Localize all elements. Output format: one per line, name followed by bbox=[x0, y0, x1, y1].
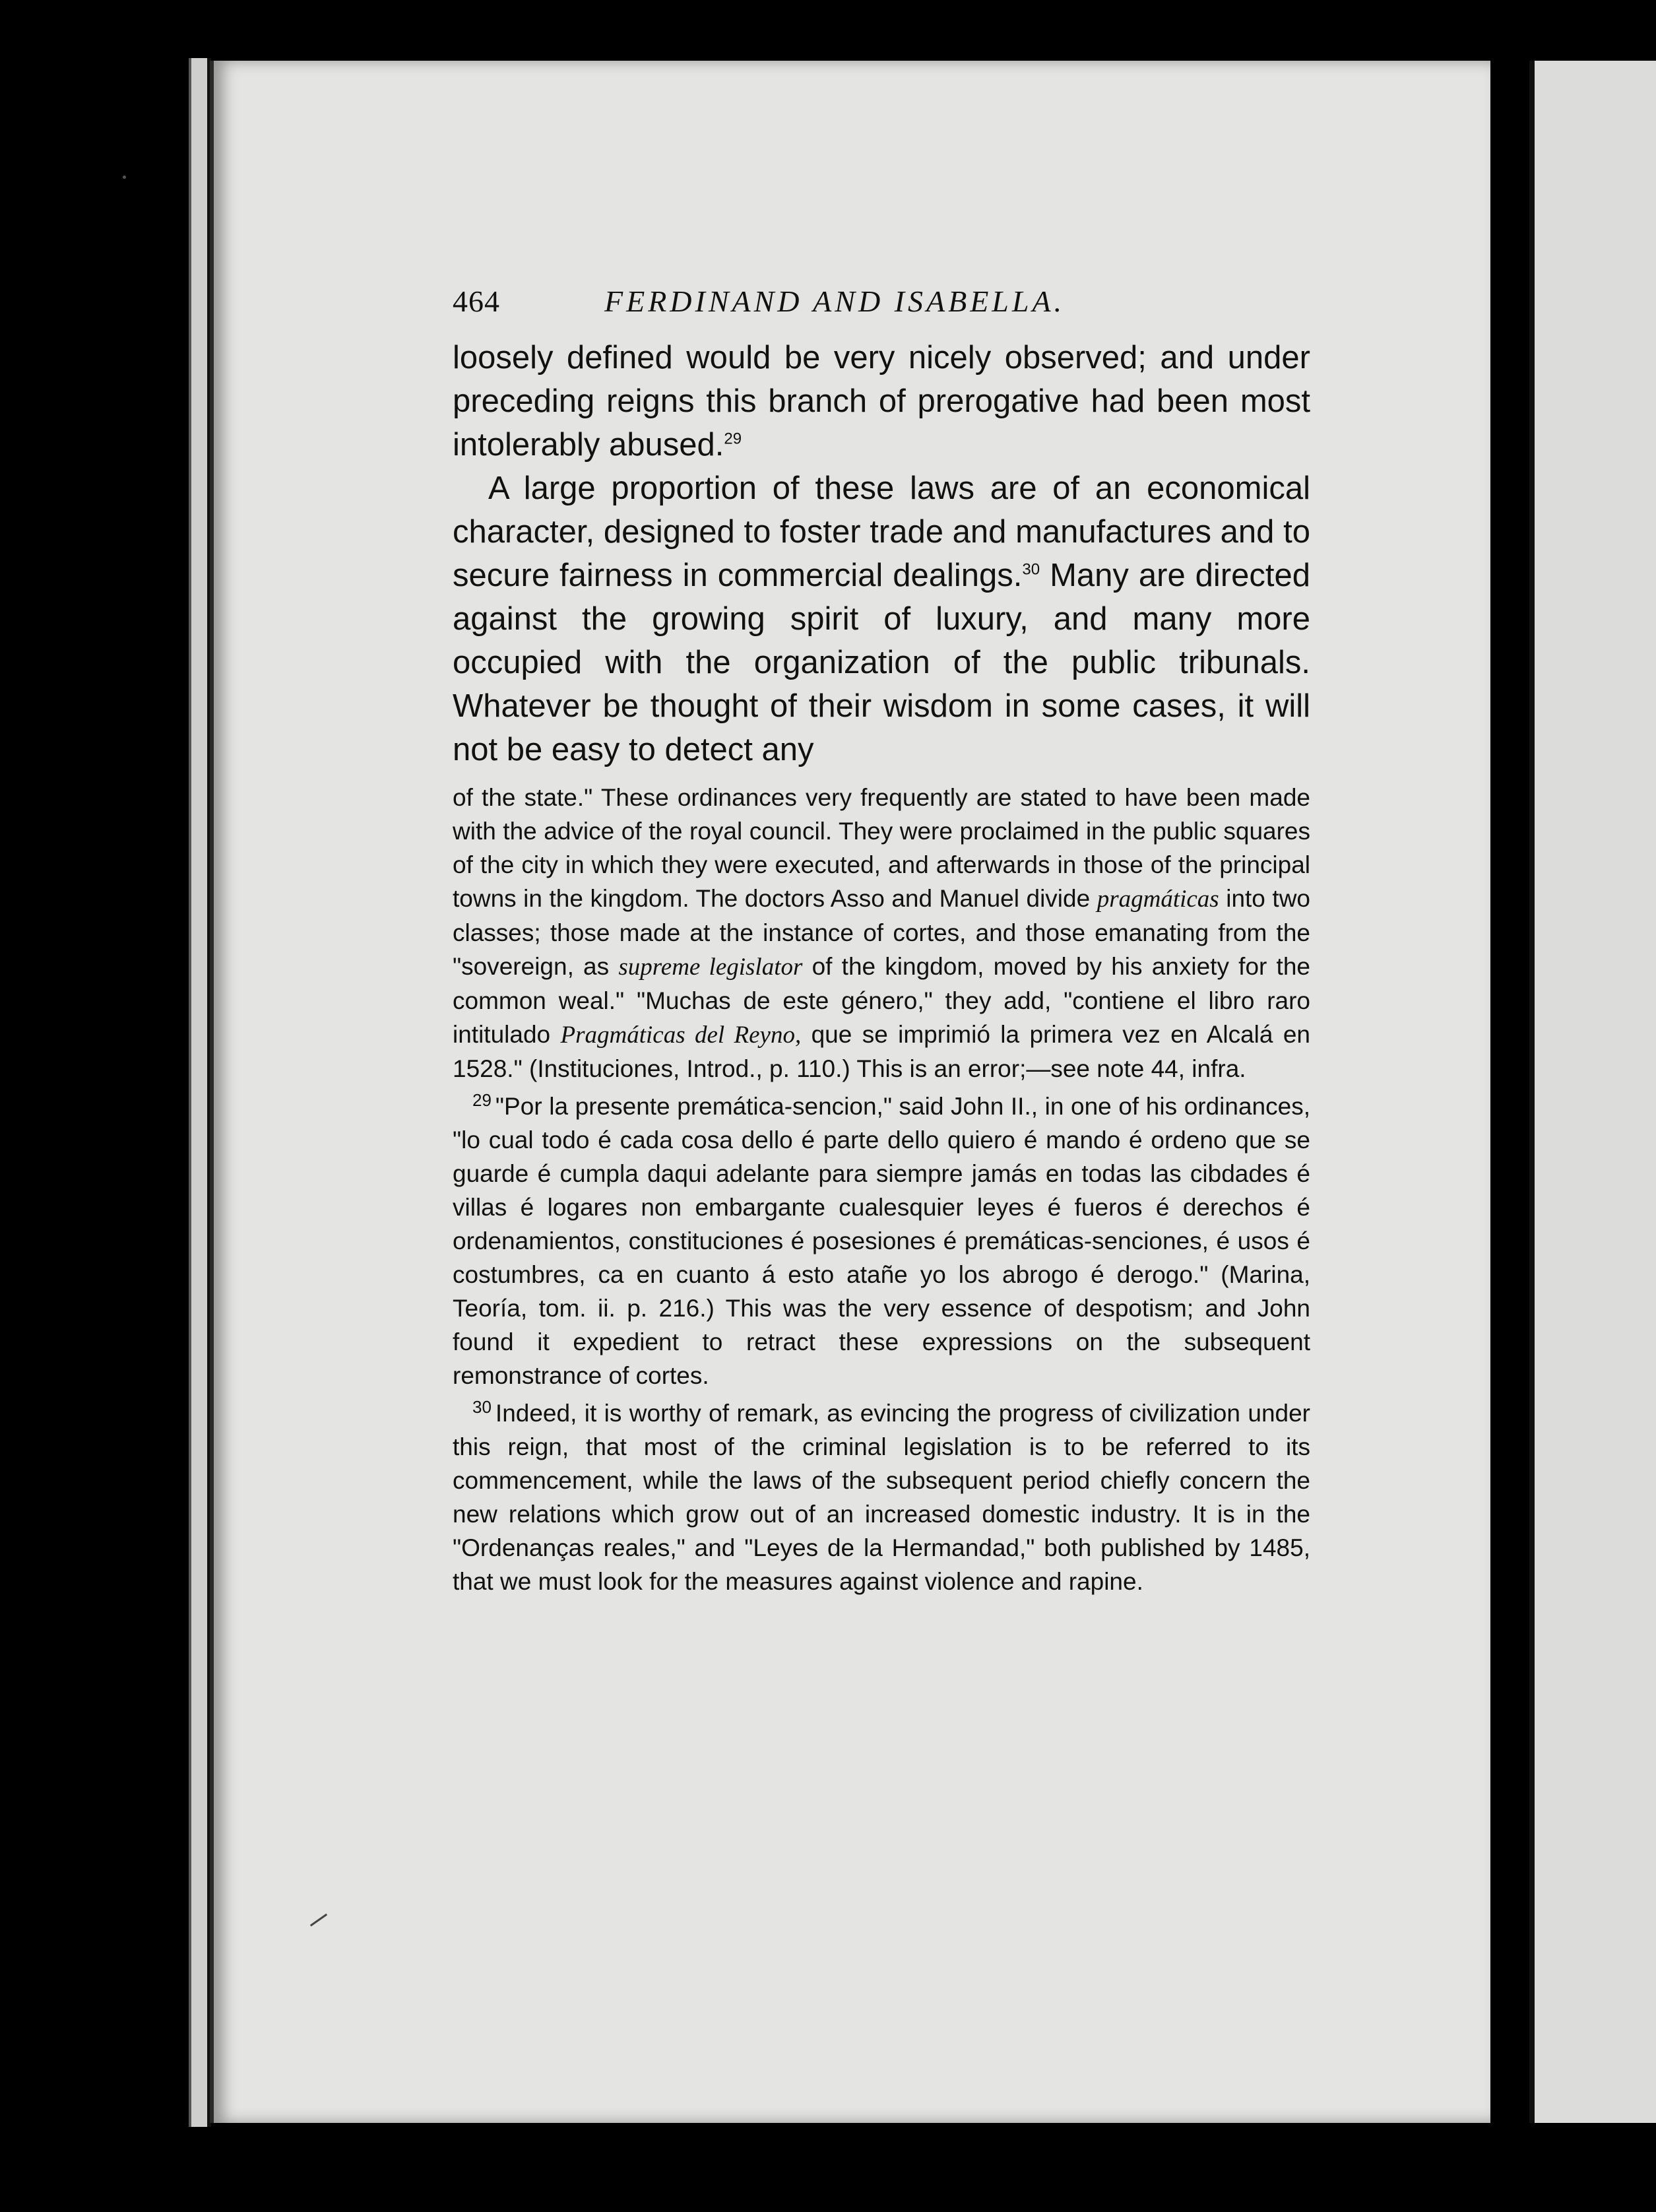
page-edge bbox=[189, 58, 211, 2127]
running-title: FERDINAND AND ISABELLA. bbox=[604, 284, 1066, 318]
footnote-text: Indeed, it is worthy of remark, as evincing the progress of civilization under this reign, that most of the criminal legislation is to be referred to its commencement, while the laws of the subsequent period chiefly concern the new relations which grow out of an increased domestic industry. It is in the "Ordenanças reales," and "Leyes de la Hermandad," both published by 1485, that we must look for the measures against violence and rapine. bbox=[453, 1400, 1310, 1595]
footnote-continuation bbox=[453, 781, 1310, 1086]
footnote-ref: 29 bbox=[724, 430, 742, 448]
dust-speck bbox=[123, 176, 126, 179]
body-paragraph-1 bbox=[453, 336, 1310, 467]
footnotes bbox=[453, 781, 1310, 1598]
page-text bbox=[453, 284, 1310, 1602]
footnote-29 bbox=[453, 1090, 1310, 1392]
body-paragraph-2 bbox=[453, 467, 1310, 771]
footnote-number: 29 bbox=[472, 1090, 492, 1110]
running-header bbox=[453, 284, 1310, 319]
next-page-edge bbox=[1529, 61, 1656, 2123]
footnote-italic: pragmáticas bbox=[1097, 886, 1219, 913]
body-text: A large proportion of these laws are of an economical character, designed to foster trade and manufactures and to secure fairness in commercial dealings. bbox=[453, 471, 1310, 593]
body-text: loosely defined would be very nicely observed; and under preceding reigns this branch of prerogative had been most intolerably abused. bbox=[453, 340, 1310, 463]
footnote-text: "Por la presente premática-sencion," said John II., in one of his ordinances, "lo cual todo é cada cosa dello é parte dello quiero é mando é ordeno que se guarde é cumpla daqui adelante para siempre jamás en todas las cibdades é villas é logares non embargante cualesquier leyes é fueros é derechos é ordenamientos, constituciones é posesiones é premáticas-senciones, é usos é costumbres, ca en cuanto á esto atañe yo los abrogo é derogo." (Marina, Teoría, tom. ii. p. 216.) This was the very essence of despotism; and John found it expedient to retract these expressions on the subsequent remonstrance of cortes. bbox=[453, 1093, 1310, 1389]
footnote-italic: supreme legislator bbox=[618, 954, 803, 981]
footnote-text: of the state." These ordinances very frequently are stated to have been made with the advice of the royal council. They were proclaimed in the public squares of the city in which they were executed, and afterwards in those of the principal towns in the kingdom. The doctors Asso and Manuel divide bbox=[453, 784, 1310, 912]
footnote-ref: 30 bbox=[1022, 560, 1040, 579]
footnote-text: into two classes; those made at the instance of cortes, and those emanating from the "sovereign, as bbox=[453, 885, 1310, 980]
footnote-italic: Pragmáticas del Reyno, bbox=[560, 1022, 802, 1049]
footnote-number: 30 bbox=[472, 1396, 492, 1417]
footnote-text: que se imprimió la primera vez en Alcalá en 1528." (Instituciones, Introd., p. 110.) This is an error;—see note 44, infra. bbox=[453, 1021, 1311, 1082]
footnote-text: of the kingdom, moved by his anxiety for the common weal." "Muchas de este género," they add, "contiene el libro raro intitulado bbox=[453, 953, 1310, 1048]
page-number: 464 bbox=[453, 284, 500, 318]
body-text: Many are directed against the growing spirit of luxury, and many more occupied with the organization of the public tribunals. Whatever be thought of their wisdom in some cases, it will not be easy to detect any bbox=[453, 558, 1310, 767]
footnote-30 bbox=[453, 1396, 1310, 1598]
